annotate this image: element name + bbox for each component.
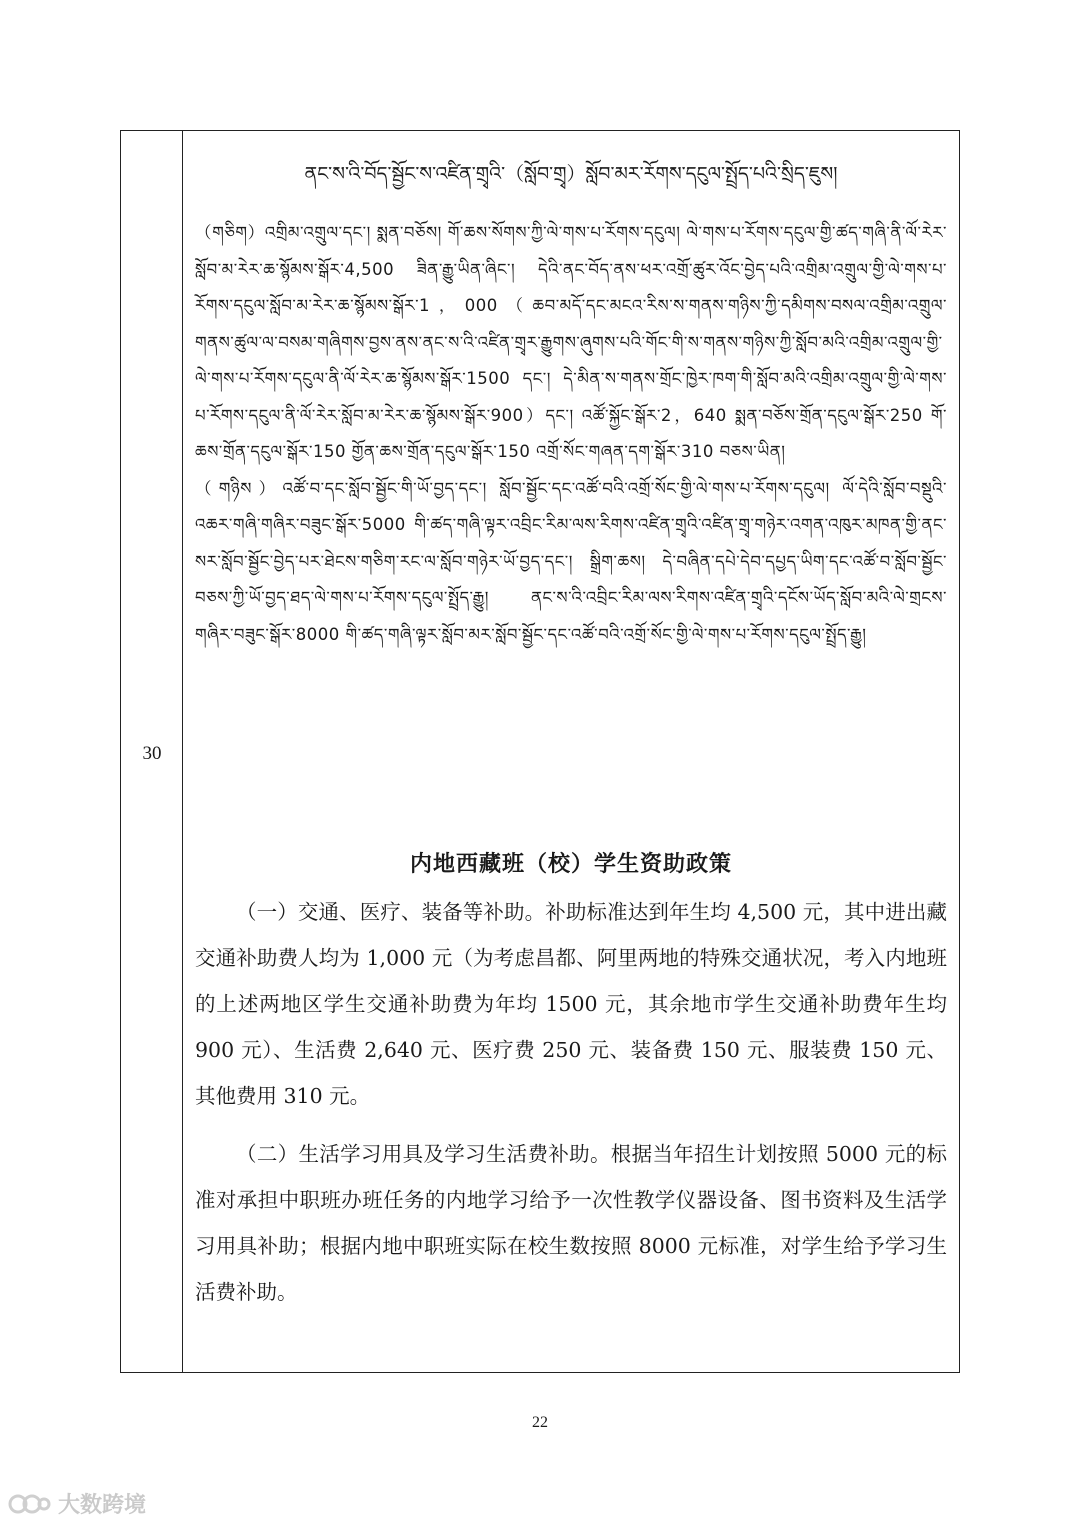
watermark <box>8 1488 146 1519</box>
tibetan-title: ནང་ས་འི་བོད་སྦྱོང་ས་འཛིན་གྲྭའི་（སློབ་གྲྭ）སློབ་མར་རོགས་དངུལ་སྤྲོད་པའི་སྲིད་ཇུས། <box>304 163 838 185</box>
number-column <box>121 131 183 1372</box>
tibetan-paragraph-1: （གཅིག）འགྲིམ་འགྲུལ་དང་། སྨན་བཅོས། གོ་ཆས་སོགས་ཀྱི་ལེ་གས་པ་རོགས་དངུལ། ལེ་གས་པ་རོགས་དངུལ་གྱི་ཚད་གཞི་ནི་ལོ་རེར་སློབ་མ་རེར་ཆ་སྙོམས་སྒོར་4,500 ཟིན་རྒྱུ་ཡིན་ཞིང་། དེའི་ནང་བོད་ནས་ཕར་འགྲོ་ཚུར་འོང་བྱེད་པའི་འགྲིམ་འགྲུལ་གྱི་ལེ་གས་པ་རོགས་དངུལ་སློབ་མ་རེར་ཆ་སྙོམས་སྒོར་1，000（ཆབ་མདོ་དང་མངའ་རིས་ས་གནས་གཉིས་ཀྱི་དམིགས་བསལ་འགྲིམ་འགྲུལ་གནས་ཚུལ་ལ་བསམ་གཞིགས་བྱས་ནས་ནང་ས་འི་འཛིན་གྲྭར་རྒྱུགས་ཞུགས་པའི་གོང་གི་ས་གནས་གཉིས་ཀྱི་སློབ་མའི་འགྲིམ་འགྲུལ་གྱི་ལེ་གས་པ་རོགས་དངུལ་ནི་ལོ་རེར་ཆ་སྙོམས་སྒོར་1500 དང་། དེ་མིན་ས་གནས་གྲོང་ཁྱེར་ཁག་གི་སློབ་མའི་འགྲིམ་འགྲུལ་གྱི་ལེ་གས་པ་རོགས་དངུལ་ནི་ལོ་རེར་སློབ་མ་རེར་ཆ་སྙོམས་སྒོར་900）དང་། འཚོ་སྐྱོང་སྒོར་2，640 སྨན་བཅོས་གྲོན་དངུལ་སྒོར་250 གོ་ཆས་གྲོན་དངུལ་སྒོར་150 གྱོན་ཆས་གྲོན་དངུལ་སྒོར་150 འགྲོ་སོང་གཞན་དག་སྒོར་310 བཅས་ཡིན། <box>195 223 947 461</box>
watermark-text: 大数跨境 <box>58 1493 147 1518</box>
tibetan-paragraph-2: （གཉིས）འཚོ་བ་དང་སློབ་སྦྱོང་གི་ཡོ་བྱད་དང་། སློབ་སྦྱོང་དང་འཚོ་བའི་འགྲོ་སོང་གྱི་ལེ་གས་པ་རོགས་དངུལ། ལོ་དེའི་སློབ་བསྡུའི་འཆར་གཞི་གཞིར་བཟུང་སྒོར་5000 གི་ཚད་གཞི་ལྟར་འབྲིང་རིམ་ལས་རིགས་འཛིན་གྲྭའི་འཛིན་གྲྭ་གཉེར་འགན་འཁུར་མཁན་གྱི་ནང་སར་སློབ་སྦྱོང་བྱེད་པར་ཐེངས་གཅིག་རང་ལ་སློབ་གཉེར་ཡོ་བྱད་དང་། སྒྲིག་ཆས། དེ་བཞིན་དཔེ་དེབ་དཔྱད་ཡིག་དང་འཚོ་བ་སློབ་སྦྱོང་བཅས་ཀྱི་ཡོ་བྱད་ཐད་ལེ་གས་པ་རོགས་དངུལ་སྤྲོད་རྒྱུ། ནང་ས་འི་འབྲིང་རིམ་ལས་རིགས་འཛིན་གྲྭའི་དངོས་ཡོད་སློབ་མའི་ལེ་གྲངས་གཞིར་བཟུང་སྒོར་8000 གི་ཚད་གཞི་ལྟར་སློབ་མར་སློབ་སྦྱོང་དང་འཚོ་བའི་འགྲོ་སོང་གྱི་ལེ་གས་པ་རོགས་དངུལ་སྤྲོད་རྒྱུ། <box>195 478 947 644</box>
chinese-title: 内地西藏班（校）学生资助政策 <box>409 851 732 877</box>
chinese-paragraph-2: （二）生活学习用具及学习生活费补助。根据当年招生计划按照 5000 元的标准对承担中职班办班任务的内地学习给予一次性教学仪器设备、图书资料及生活学习用具补助；根据内地中职班实际在校生数按照 8000 元标准，对学生给予学习生活费补助。 <box>195 1142 947 1304</box>
content-cell <box>183 131 959 1372</box>
logo-icon <box>8 1493 52 1515</box>
row-number: 30 <box>142 743 162 764</box>
chinese-paragraph-1: （一）交通、医疗、装备等补助。补助标准达到年生均 4,500 元，其中进出藏交通补助费人均为 1,000 元（为考虑昌都、阿里两地的特殊交通状况，考入内地班的上述两地区学生交通补助费为年均 1500 元，其余地市学生交通补助费年生均 900 元）、生活费 2,640 元、医疗费 250 元、装备费 150 元、服装费 150 元、其他费用 310 元。 <box>195 900 947 1108</box>
policy-table <box>120 130 960 1373</box>
chinese-body <box>195 889 947 1315</box>
page-number: 22 <box>532 1414 548 1431</box>
